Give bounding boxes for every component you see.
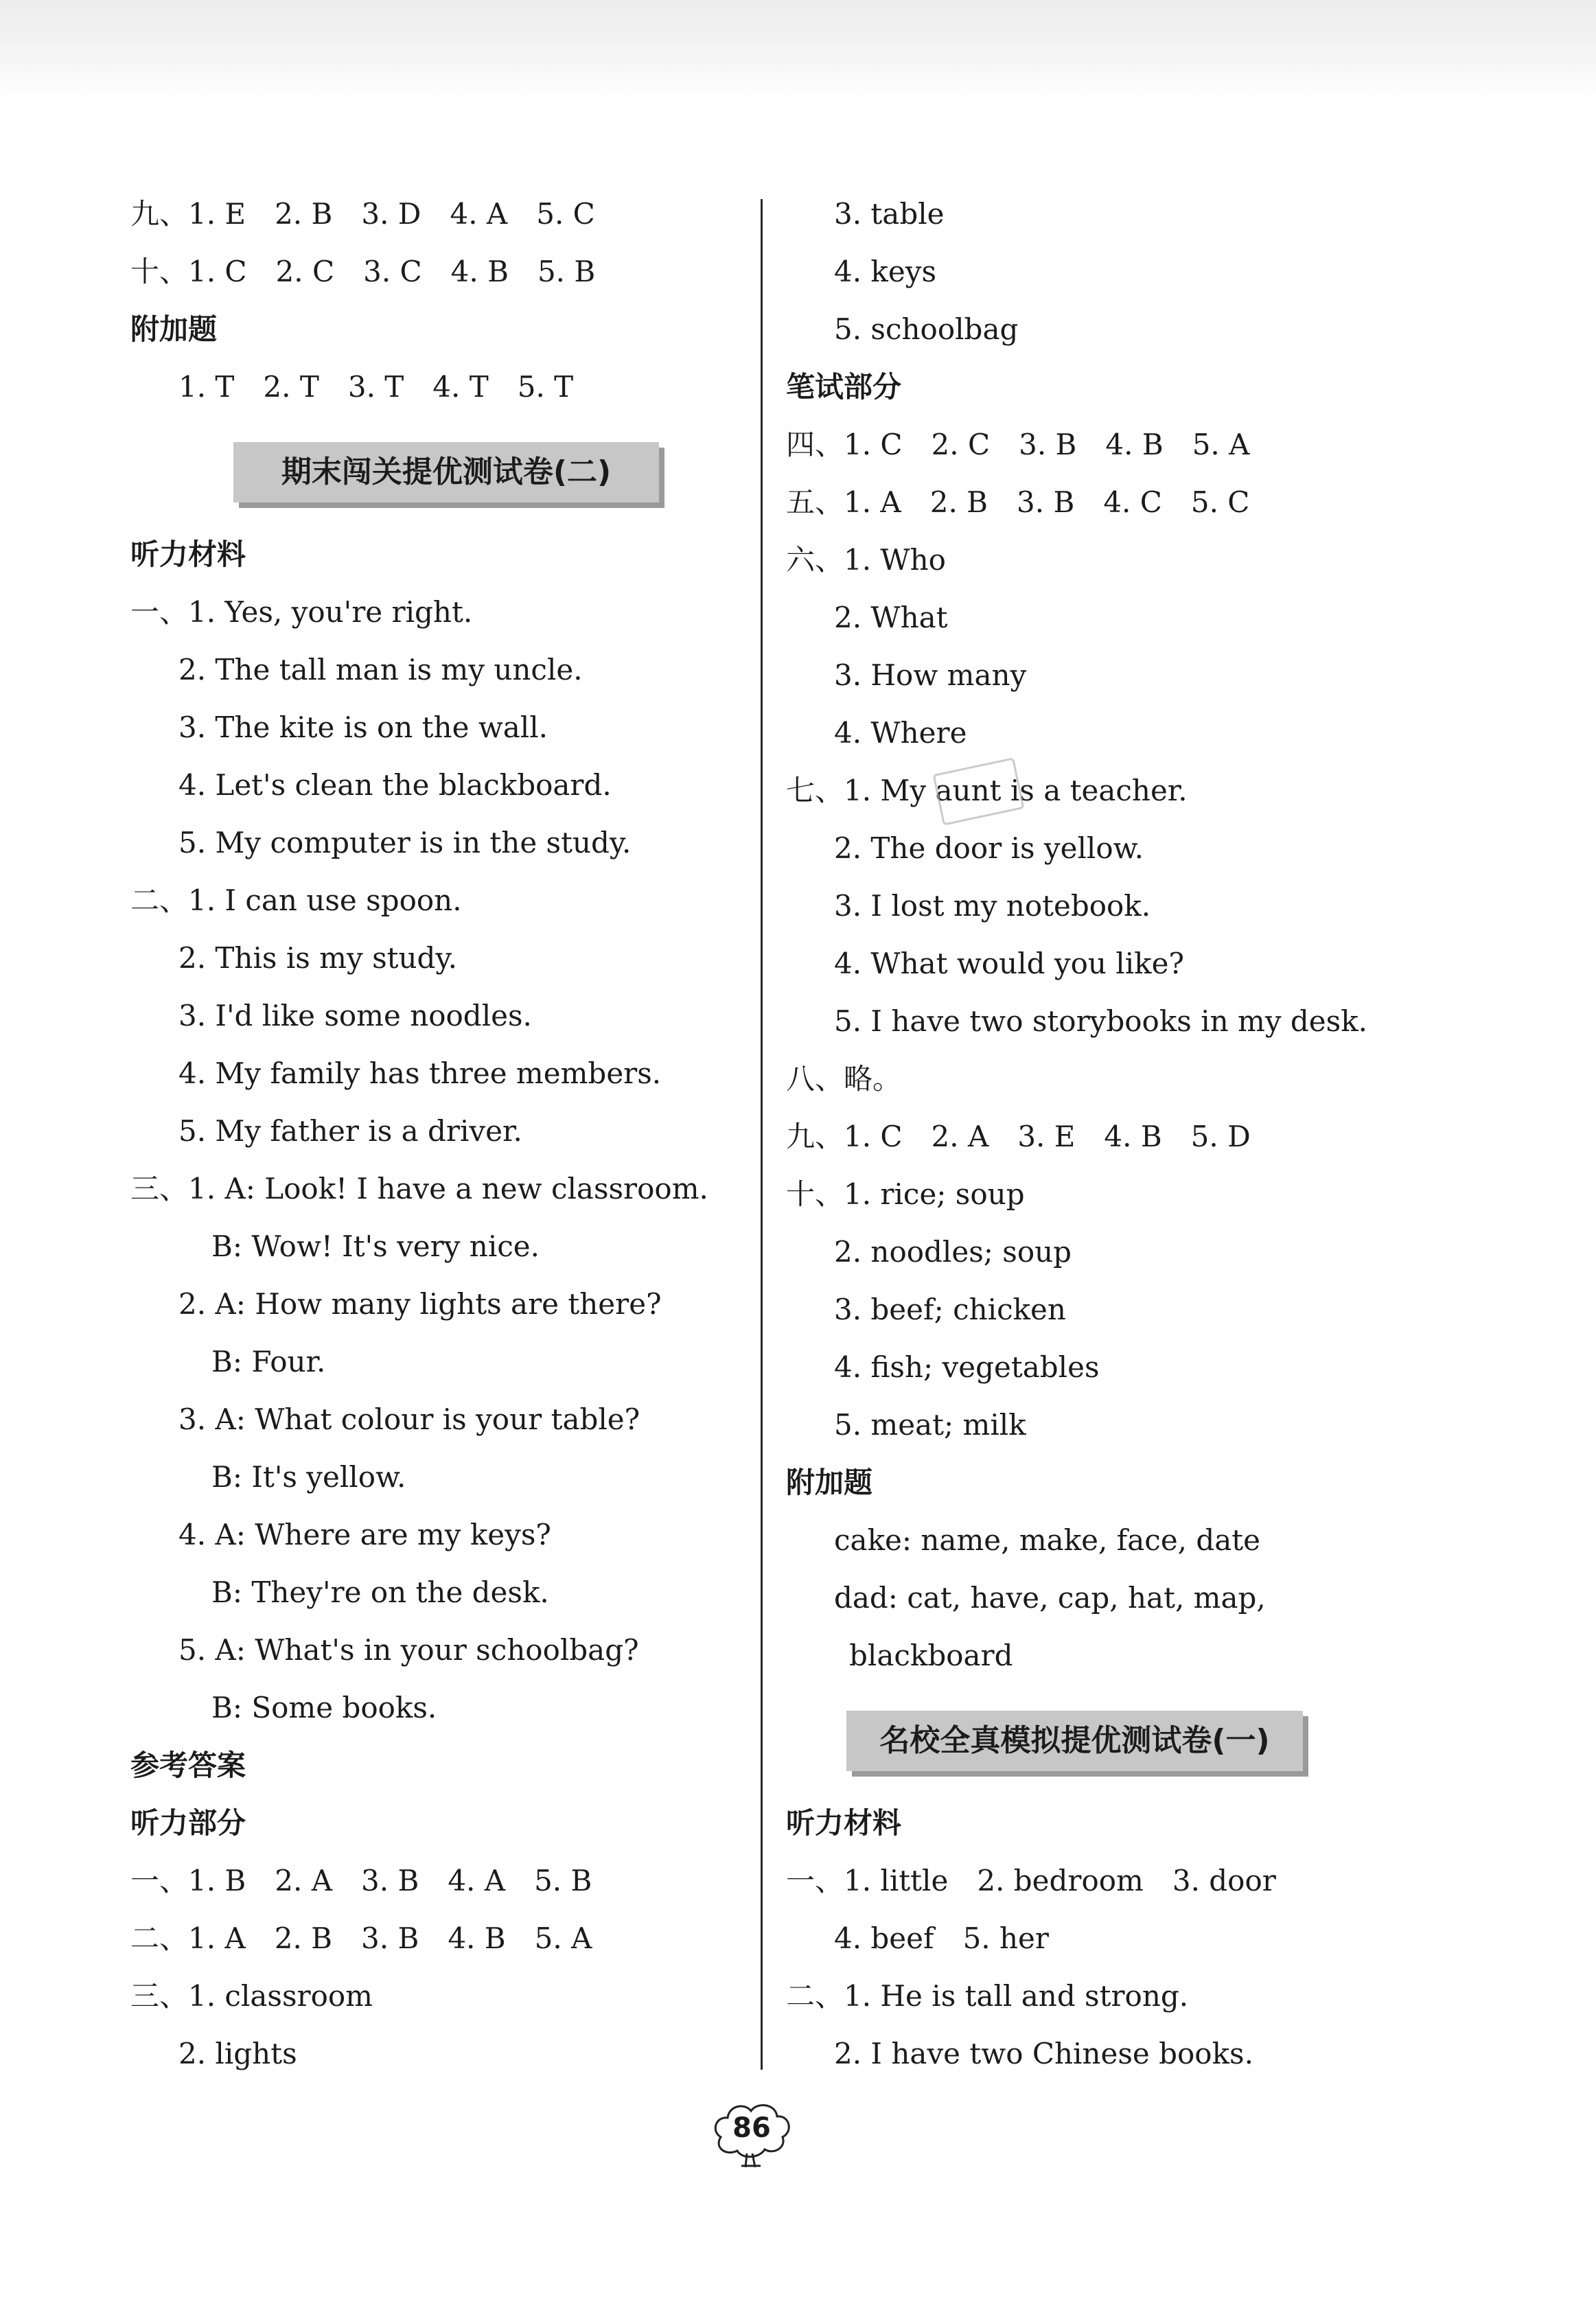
line-text: 2. noodles; soup	[834, 1235, 1072, 1269]
line-text: 4. beef 5. her	[834, 1921, 1049, 1955]
answer-line	[130, 185, 735, 243]
line-text: B: They're on the desk.	[211, 1575, 549, 1609]
line-text: 十、1. rice; soup	[786, 1177, 1025, 1211]
line-text: 附加题	[130, 312, 218, 346]
line-text: 二、1. A 2. B 3. B 4. B 5. A	[130, 1921, 592, 1955]
line-text: 一、1. Yes, you're right.	[130, 595, 473, 629]
line-text: 听力材料	[786, 1806, 902, 1840]
line-text: 听力材料	[130, 538, 246, 571]
line-text: 五、1. A 2. B 3. B 4. C 5. C	[786, 485, 1250, 519]
answer-line	[786, 1910, 1390, 1967]
answer-line	[130, 1391, 735, 1448]
line-text: 七、1. My aunt is a teacher.	[786, 774, 1188, 807]
answer-line	[786, 1512, 1390, 1569]
line-text: 4. My family has three members.	[178, 1056, 662, 1090]
answer-line	[786, 704, 1390, 762]
line-text: B: Four.	[211, 1345, 326, 1378]
left-column	[130, 185, 735, 2083]
answer-line	[130, 1852, 735, 1910]
answer-line	[786, 1627, 1390, 1685]
answer-line	[786, 589, 1390, 647]
right-column	[786, 185, 1390, 2083]
answer-line	[130, 1160, 735, 1218]
line-text: B: Some books.	[211, 1691, 437, 1724]
line-text: 十、1. C 2. C 3. C 4. B 5. B	[130, 255, 596, 288]
answer-line	[786, 647, 1390, 704]
answer-line	[786, 301, 1390, 358]
answer-line	[130, 358, 735, 416]
answer-line	[786, 1166, 1390, 1223]
section-banner: 名校全真模拟提优测试卷(一)	[846, 1711, 1303, 1771]
line-text: 2. lights	[178, 2037, 297, 2070]
line-text: 3. beef; chicken	[834, 1293, 1066, 1326]
section-heading	[786, 358, 1390, 416]
answer-line	[786, 185, 1390, 243]
line-text: 1. T 2. T 3. T 4. T 5. T	[178, 370, 574, 404]
line-text: 三、1. A: Look! I have a new classroom.	[130, 1172, 708, 1205]
line-text: 二、1. He is tall and strong.	[786, 1979, 1189, 2013]
section-banner: 期末闯关提优测试卷(二)	[233, 442, 659, 503]
line-text: 听力部分	[130, 1806, 246, 1840]
answer-line	[130, 584, 735, 641]
page-number: 86	[732, 2112, 771, 2144]
line-text: 5. My computer is in the study.	[178, 826, 632, 859]
line-text: 2. The tall man is my uncle.	[178, 653, 583, 686]
answer-line	[786, 1050, 1390, 1108]
answer-line	[786, 762, 1390, 820]
line-text: 5. A: What's in your schoolbag?	[178, 1633, 639, 1667]
line-text: 4. keys	[834, 255, 937, 288]
line-text: 九、1. C 2. A 3. E 4. B 5. D	[786, 1120, 1251, 1153]
line-text: 附加题	[786, 1466, 873, 1499]
line-text: 3. A: What colour is your table?	[178, 1402, 640, 1436]
line-text: B: It's yellow.	[211, 1460, 406, 1494]
answer-line	[786, 243, 1390, 301]
line-text: 3. I lost my notebook.	[834, 889, 1151, 923]
answer-line	[130, 1910, 735, 1967]
answer-line	[130, 1045, 735, 1102]
line-text: cake: name, make, face, date	[834, 1523, 1261, 1557]
line-text: 4. Where	[834, 716, 967, 750]
answer-line	[786, 1223, 1390, 1281]
answer-line	[130, 2025, 735, 2083]
answer-line	[130, 1102, 735, 1160]
answer-line	[786, 531, 1390, 589]
answer-line	[786, 820, 1390, 877]
answer-line	[130, 1967, 735, 2025]
section-heading	[786, 1454, 1390, 1512]
answer-line	[786, 474, 1390, 531]
line-text: 2. What	[834, 601, 948, 634]
column-divider	[761, 199, 763, 2070]
answer-line	[786, 416, 1390, 474]
answer-line	[130, 1218, 735, 1275]
section-banner-wrap	[786, 1685, 1390, 1794]
section-heading	[130, 1737, 735, 1794]
line-text: 4. A: Where are my keys?	[178, 1518, 551, 1551]
answer-line	[786, 1852, 1390, 1910]
answer-line	[130, 987, 735, 1045]
line-text: 3. table	[834, 197, 945, 231]
answer-line	[130, 641, 735, 699]
line-text: 2. The door is yellow.	[834, 831, 1144, 865]
line-text: 3. How many	[834, 658, 1027, 692]
answer-line	[786, 993, 1390, 1050]
answer-line	[786, 935, 1390, 993]
line-text: 二、1. I can use spoon.	[130, 883, 462, 917]
answer-line	[786, 877, 1390, 935]
line-text: 九、1. E 2. B 3. D 4. A 5. C	[130, 197, 595, 231]
section-heading	[130, 301, 735, 358]
section-banner-wrap	[130, 416, 735, 526]
answer-line	[130, 1333, 735, 1391]
line-text: dad: cat, have, cap, hat, map,	[834, 1581, 1266, 1615]
answer-line	[130, 243, 735, 301]
answer-line	[130, 756, 735, 814]
page-number-badge	[707, 2097, 796, 2173]
answer-line	[786, 2025, 1390, 2083]
answer-line	[130, 872, 735, 929]
line-text: blackboard	[849, 1639, 1013, 1672]
line-text: B: Wow! It's very nice.	[211, 1229, 540, 1263]
answer-line	[786, 1108, 1390, 1166]
answer-line	[130, 1275, 735, 1333]
section-heading	[130, 1794, 735, 1852]
answer-line	[130, 699, 735, 756]
answer-line	[130, 1679, 735, 1737]
line-text: 一、1. little 2. bedroom 3. door	[786, 1864, 1276, 1897]
line-text: 4. What would you like?	[834, 947, 1184, 980]
line-text: 2. A: How many lights are there?	[178, 1287, 662, 1321]
answer-line	[786, 1967, 1390, 2025]
answer-line	[786, 1281, 1390, 1339]
answer-line	[130, 1448, 735, 1506]
answer-line	[130, 1564, 735, 1621]
line-text: 四、1. C 2. C 3. B 4. B 5. A	[786, 428, 1250, 461]
line-text: 3. The kite is on the wall.	[178, 711, 548, 744]
answer-line	[130, 1506, 735, 1564]
line-text: 六、1. Who	[786, 543, 946, 577]
answer-line	[786, 1339, 1390, 1396]
scan-shadow	[0, 0, 1596, 103]
line-text: 三、1. classroom	[130, 1979, 373, 2013]
line-text: 八、略。	[786, 1062, 902, 1096]
section-heading	[786, 1794, 1390, 1852]
line-text: 笔试部分	[786, 370, 902, 404]
line-text: 2. I have two Chinese books.	[834, 2037, 1253, 2070]
answer-line	[786, 1396, 1390, 1454]
line-text: 2. This is my study.	[178, 941, 457, 975]
answer-line	[786, 1569, 1390, 1627]
answer-line	[130, 814, 735, 872]
line-text: 4. fish; vegetables	[834, 1350, 1100, 1384]
line-text: 5. schoolbag	[834, 312, 1019, 346]
line-text: 一、1. B 2. A 3. B 4. A 5. B	[130, 1864, 592, 1897]
line-text: 5. meat; milk	[834, 1408, 1026, 1442]
line-text: 3. I'd like some noodles.	[178, 999, 532, 1032]
answer-line	[130, 1621, 735, 1679]
line-text: 4. Let's clean the blackboard.	[178, 768, 612, 802]
answer-line	[130, 929, 735, 987]
line-text: 5. I have two storybooks in my desk.	[834, 1004, 1368, 1038]
line-text: 5. My father is a driver.	[178, 1114, 522, 1148]
line-text: 参考答案	[130, 1748, 246, 1782]
section-heading	[130, 526, 735, 584]
